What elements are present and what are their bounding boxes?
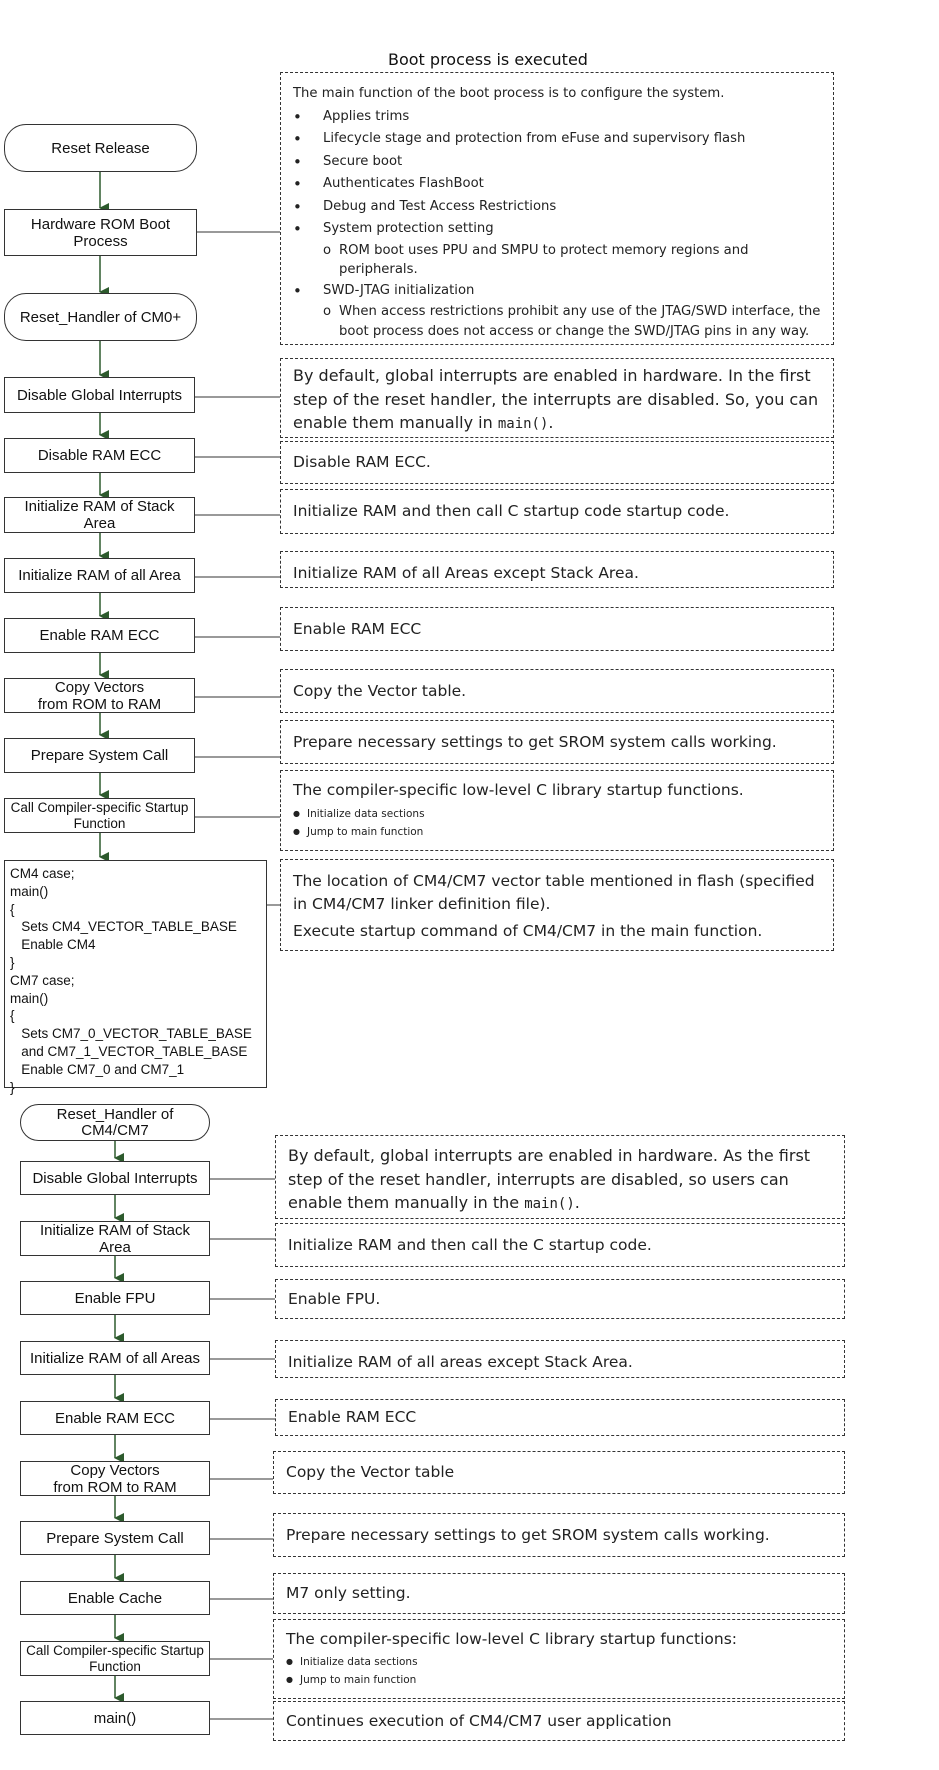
cm47-reset-handler-box: Reset_Handler of CM4/CM7 [20,1104,210,1141]
boot-list-item: • Debug and Test Access Restrictions [293,196,821,219]
main-note-line: Execute startup command of CM4/CM7 in the main function. [293,922,763,940]
startup-bullet: ● Jump to main function [286,1671,832,1689]
cm47-init-all-box: Initialize RAM of all Areas [20,1341,210,1375]
cm47-init-stack-box: Initialize RAM of Stack Area [20,1221,210,1256]
startup-bullet: ● Jump to main function [293,823,821,841]
cm0-copy-vectors-box: Copy Vectors from ROM to RAM [4,678,195,713]
boot-intro: The main function of the boot process is to configure the system. [293,86,725,101]
boot-list-item: • Applies trims [293,106,821,129]
note-text: By default, global interrupts are enabled in hardware. As the first step of the reset handler, interrupts are disabled, so users can enable them manually in the [288,1146,811,1212]
cm47-init-stack-note: Initialize RAM and then call the C startup code. [275,1223,845,1267]
note-text: . [574,1193,580,1212]
note-text: By default, global interrupts are enabled in hardware. In the first step of the reset handler, the interrupts are disabled. So, you can enable them manually in [293,366,819,432]
note-code: main() [524,1196,575,1212]
boot-list [293,106,821,342]
cm0-enable-ecc-note: Enable RAM ECC [280,607,834,651]
cm47-prepare-syscall-box: Prepare System Call [20,1521,210,1555]
note-code: main() [497,416,549,432]
reset-release-box: Reset Release [4,124,197,172]
cm47-copy-vectors-note: Copy the Vector table [273,1451,845,1494]
cm47-enable-fpu-note: Enable FPU. [275,1279,845,1319]
cm0-init-stack-note: Initialize RAM and then call C startup code startup code. [280,489,834,534]
cm0-enable-ecc-box: Enable RAM ECC [4,618,195,653]
startup-bullet: ● Initialize data sections [293,805,821,823]
boot-list-subitem: o ROM boot uses PPU and SMPU to protect memory regions and peripherals. [293,241,821,280]
boot-process-note [280,72,834,345]
diagram-title: Boot process is executed [388,50,588,69]
cm47-disable-irq-box: Disable Global Interrupts [20,1161,210,1195]
cm47-prepare-syscall-note: Prepare necessary settings to get SROM system calls working. [273,1513,845,1557]
cm0-disable-irq-note [280,358,834,438]
cm0-call-startup-box: Call Compiler-specific Startup Function [4,798,195,833]
startup-bullet: ● Initialize data sections [286,1653,832,1671]
boot-list-item: • Authenticates FlashBoot [293,173,821,196]
boot-list-item: • SWD-JTAG initialization [293,280,821,303]
cm0-init-all-box: Initialize RAM of all Area [4,558,195,593]
cm47-enable-fpu-box: Enable FPU [20,1281,210,1315]
cm0-disable-ecc-note: Disable RAM ECC. [280,441,834,484]
cm47-enable-ecc-box: Enable RAM ECC [20,1401,210,1435]
cm0-prepare-syscall-note: Prepare necessary settings to get SROM system calls working. [280,720,834,764]
cm47-main-note: Continues execution of CM4/CM7 user application [273,1701,845,1741]
cm0-reset-handler-box: Reset_Handler of CM0+ [4,293,197,341]
cm0-prepare-syscall-box: Prepare System Call [4,738,195,773]
main-note-line: The location of CM4/CM7 vector table mentioned in flash (specified in CM4/CM7 linker definition file). [293,872,815,913]
cm0-copy-vectors-note: Copy the Vector table. [280,669,834,713]
rom-boot-box: Hardware ROM Boot Process [4,209,197,256]
cm47-init-all-note: Initialize RAM of all areas except Stack Area. [275,1340,845,1378]
cm47-enable-cache-note: M7 only setting. [273,1573,845,1614]
cm0-init-all-note: Initialize RAM of all Areas except Stack Area. [280,551,834,588]
cm47-call-startup-box: Call Compiler-specific Startup Function [20,1641,210,1676]
cm0-disable-irq-box: Disable Global Interrupts [4,377,195,413]
cm0-main-code-box: CM4 case; main() { Sets CM4_VECTOR_TABLE_BASE Enable CM4 } CM7 case; main() { Sets CM7_0_VECTOR_TABLE_BASE and CM7_1_VECTOR_TABLE_BASE Enable CM7_0 and CM7_1 } [4,860,267,1088]
cm47-disable-irq-note [275,1135,845,1219]
cm47-main-box: main() [20,1701,210,1735]
cm47-enable-ecc-note: Enable RAM ECC [275,1399,845,1436]
boot-list-subitem: o When access restrictions prohibit any use of the JTAG/SWD interface, the boot process does not access or change the SWD/JTAG pins in any way. [293,302,821,341]
startup-title: The compiler-specific low-level C library startup functions. [293,781,744,799]
cm0-init-stack-box: Initialize RAM of Stack Area [4,497,195,533]
cm47-startup-note [273,1619,845,1699]
cm47-enable-cache-box: Enable Cache [20,1581,210,1615]
cm47-copy-vectors-box: Copy Vectors from ROM to RAM [20,1461,210,1496]
cm0-main-note [280,859,834,951]
boot-list-item: • Lifecycle stage and protection from eFuse and supervisory flash [293,128,821,151]
startup-title: The compiler-specific low-level C library startup functions: [286,1630,738,1648]
note-text: . [548,413,554,432]
cm0-startup-note [280,770,834,851]
cm0-disable-ecc-box: Disable RAM ECC [4,438,195,473]
boot-list-item: • System protection setting [293,218,821,241]
boot-list-item: • Secure boot [293,151,821,174]
